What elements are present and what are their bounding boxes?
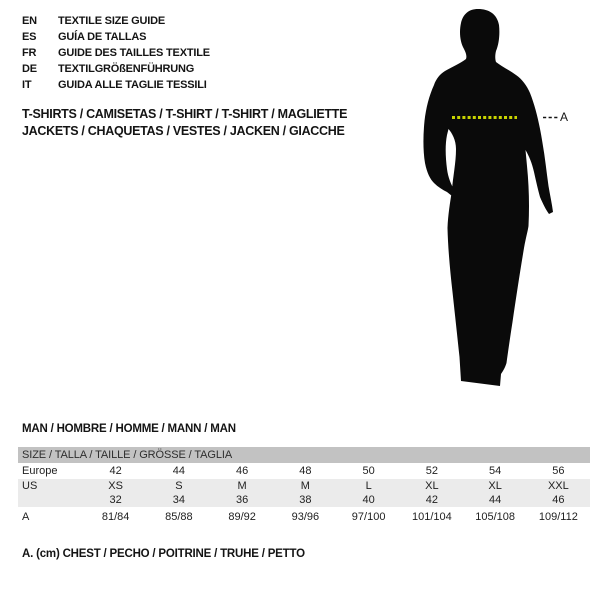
size-cell: 34 (172, 494, 185, 506)
striped-rows (18, 479, 590, 507)
language-title: TEXTILGRÖßENFÜHRUNG (58, 63, 195, 75)
row-label: Europe (22, 465, 58, 477)
garment-categories (22, 106, 347, 140)
size-cell: XL (425, 480, 439, 492)
table-row-us (18, 479, 590, 493)
language-title: GUIDE DES TAILLES TEXTILE (58, 47, 210, 59)
size-cell: M (300, 480, 310, 492)
size-cell: 85/88 (165, 511, 193, 523)
size-cell: 44 (489, 494, 502, 506)
size-cell: 89/92 (228, 511, 256, 523)
size-cell: 50 (362, 465, 375, 477)
size-cell: 36 (236, 494, 249, 506)
language-code: IT (22, 79, 32, 91)
size-cell: 42 (425, 494, 438, 506)
size-table (18, 447, 590, 527)
language-title: GUIDA ALLE TAGLIE TESSILI (58, 79, 207, 91)
language-title: GUÍA DE TALLAS (58, 31, 147, 43)
size-cell: 54 (489, 465, 502, 477)
size-cell: S (175, 480, 183, 492)
size-cell: 38 (299, 494, 312, 506)
size-cell: XXL (547, 480, 569, 492)
garment-line-jackets: JACKETS / CHAQUETAS / VESTES / JACKEN / GIACCHE (22, 124, 345, 138)
size-cell: M (237, 480, 247, 492)
size-cell: 93/96 (291, 511, 320, 523)
size-cell: 81/84 (101, 511, 130, 523)
size-cell: 109/112 (538, 511, 578, 523)
size-cell: L (365, 480, 372, 492)
section-title-man: MAN / HOMBRE / HOMME / MANN / MAN (22, 423, 236, 435)
language-code: FR (22, 47, 37, 59)
language-row-it (22, 77, 210, 93)
size-cell: 97/100 (351, 511, 386, 523)
size-cell: 105/108 (475, 511, 515, 523)
size-cell: 32 (109, 494, 122, 506)
row-label: A (22, 511, 30, 523)
size-cell: XS (108, 480, 123, 492)
size-table-header: SIZE / TALLA / TAILLE / GRÖSSE / TAGLIA (18, 447, 590, 463)
table-row-europe (18, 463, 590, 479)
row-label: US (22, 480, 38, 492)
language-code: ES (22, 31, 37, 43)
size-cell: 44 (172, 465, 185, 477)
measure-label-a: A (560, 110, 569, 124)
size-cell: 40 (362, 494, 375, 506)
man-silhouette (415, 5, 570, 390)
size-cell: 42 (109, 465, 122, 477)
size-cell: 48 (299, 465, 312, 477)
table-row-us-numeric (18, 493, 590, 507)
size-cell: XL (488, 480, 502, 492)
size-cell: 46 (236, 465, 249, 477)
size-cell: 101/104 (411, 511, 452, 523)
language-row-es (22, 29, 210, 45)
language-title: TEXTILE SIZE GUIDE (58, 15, 166, 27)
language-row-fr (22, 45, 210, 61)
table-row-chest-cm (18, 507, 590, 527)
garment-line-tshirts: T-SHIRTS / CAMISETAS / T-SHIRT / T-SHIRT / MAGLIETTE (22, 107, 348, 121)
size-cell: 46 (552, 494, 565, 506)
language-row-en (22, 13, 210, 29)
language-code: EN (22, 15, 37, 27)
measure-footnote: A. (cm) CHEST / PECHO / POITRINE / TRUHE / PETTO (22, 548, 305, 560)
language-list (22, 13, 210, 93)
language-code: DE (22, 63, 37, 75)
language-row-de (22, 61, 210, 77)
size-cell: 52 (425, 465, 438, 477)
size-cell: 56 (552, 465, 565, 477)
man-silhouette-shape (423, 9, 553, 386)
